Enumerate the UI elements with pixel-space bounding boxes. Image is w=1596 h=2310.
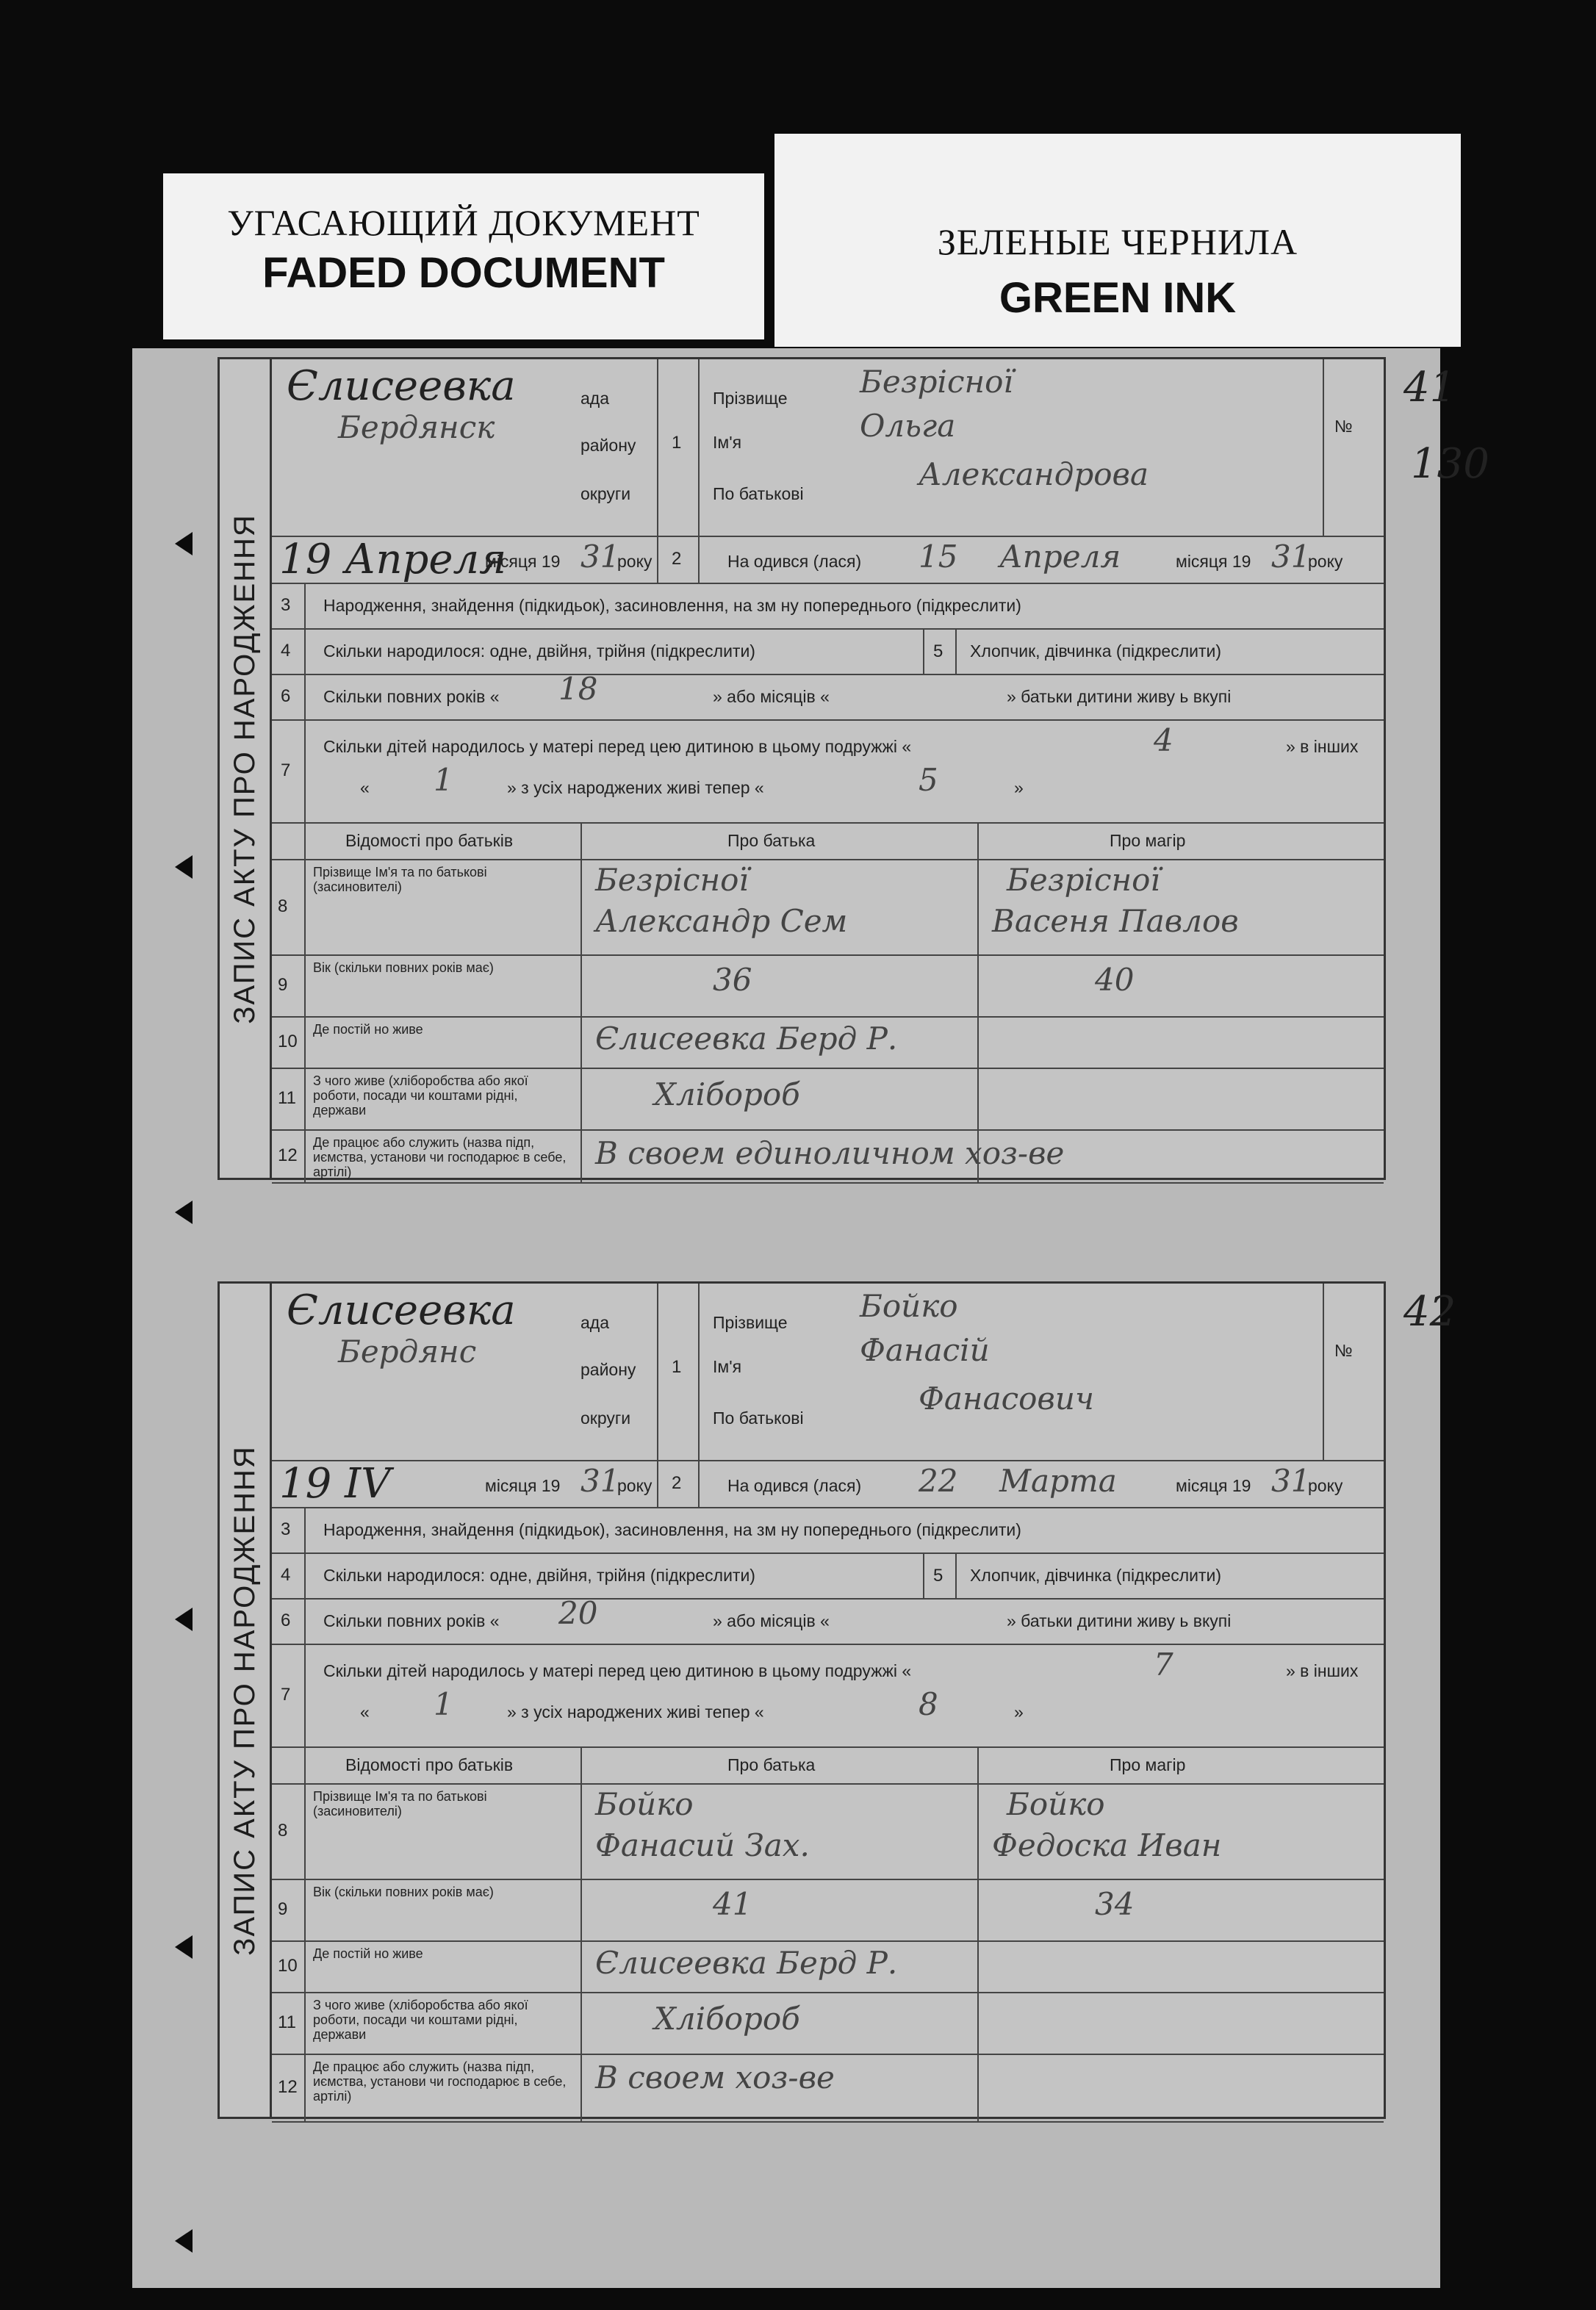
parent-row-label: Вік (скільки повних років має): [313, 1885, 494, 1899]
okrugy-label: округи: [580, 1408, 631, 1428]
faded-label-ru: УГАСАЮЩИЙ ДОКУМЕНТ: [227, 202, 700, 243]
field-number: 6: [281, 686, 291, 706]
number-sign: №: [1334, 417, 1353, 436]
village-value: Єлисеевка: [287, 362, 516, 410]
field-number: 11: [278, 1088, 296, 1108]
field-number: 7: [281, 760, 291, 780]
punch-hole: [175, 2229, 193, 2253]
field-number: 10: [278, 1032, 298, 1051]
registration-date: 19 Апреля: [279, 536, 507, 583]
birth-day: 22: [919, 1463, 958, 1499]
mother-header: Про магір: [1110, 1755, 1186, 1774]
patronymic-label: По батькові: [713, 1408, 804, 1428]
divider: [698, 359, 700, 583]
mother-name: Федоска Иван: [992, 1827, 1222, 1863]
field-number: 10: [278, 1956, 298, 1976]
parent-row-label: Де постій но живе: [313, 1022, 423, 1037]
field-number: 1: [672, 433, 682, 453]
children-before: 4: [1154, 722, 1173, 758]
parent-row-label: Де постій но живе: [313, 1946, 423, 1961]
field-number: 6: [281, 1611, 291, 1630]
parent-row-label: З чого живе (хліборобства або якої роботи, посади чи коштами рідні, держави: [313, 1073, 528, 1118]
patronymic-label: По батькові: [713, 484, 804, 503]
parents-header: Відомості про батьків: [345, 831, 514, 850]
mother-surname: Безрісної: [1007, 862, 1160, 898]
row7-d: » з усіх народжених живі тепер «: [507, 1702, 764, 1721]
children-alive: 5: [919, 762, 938, 798]
children-before: 7: [1154, 1647, 1173, 1683]
okrugy-label: округи: [580, 484, 631, 503]
row3-text: Народження, знайдення (підкидьок), засиновлення, на зм ну попереднього (підкреслити): [323, 596, 1021, 615]
green-ink-label: [774, 134, 1461, 347]
parent-row-label: Де працює або служить (назва підп, иємства, установи чи господарює в себе, артілі): [313, 1135, 567, 1179]
faded-document-label: [163, 173, 764, 339]
row6-c: » батьки дитини живу ь вкупі: [1007, 687, 1232, 706]
rayonu-label: району: [580, 436, 636, 455]
row7-e: »: [1014, 1702, 1024, 1721]
field-number: 12: [278, 2077, 298, 2097]
row7-d: » з усіх народжених живі тепер «: [507, 778, 764, 797]
district-value: Бердянск: [338, 409, 495, 445]
birth-day: 15: [919, 539, 958, 575]
field-number: 4: [281, 641, 291, 661]
field-number: 5: [933, 1566, 943, 1586]
name-value: Ольга: [860, 408, 956, 444]
birth-record-2: [218, 1281, 1456, 2119]
surname-value: Безрісної: [860, 364, 1013, 400]
register-page: [132, 348, 1489, 2288]
years-together: 18: [558, 671, 598, 707]
birth-month-label: місяця 19: [1176, 1476, 1251, 1495]
record-number: 41: [1403, 364, 1456, 411]
faded-label-en: FADED DOCUMENT: [262, 249, 665, 297]
row6-b: » або місяців «: [713, 1611, 830, 1630]
field-number: 3: [281, 595, 291, 615]
birth-year: 31: [1271, 539, 1311, 575]
residence-value: Єлисеевка Берд Р.: [595, 1945, 898, 1981]
born-label: На одився (лася): [727, 552, 862, 571]
punch-hole: [175, 1608, 193, 1631]
month-label: місяця 19: [485, 552, 561, 571]
rayonu-label: району: [580, 1360, 636, 1379]
birth-month: Апреля: [999, 539, 1121, 575]
punch-hole: [175, 1201, 193, 1224]
born-label: На одився (лася): [727, 1476, 862, 1495]
surname-label: Прізвище: [713, 389, 788, 408]
punch-hole: [175, 1935, 193, 1959]
record-number-stamp: 130: [1411, 440, 1489, 488]
record-number: 42: [1403, 1288, 1456, 1336]
divider: [698, 1284, 700, 1507]
father-name: Фанасий Зах.: [595, 1827, 810, 1863]
divider: [923, 628, 924, 674]
field-number: 5: [933, 641, 943, 661]
divider: [1323, 359, 1324, 536]
field-number: 7: [281, 1685, 291, 1705]
row7-e: »: [1014, 778, 1024, 797]
registration-year: 31: [580, 1463, 620, 1499]
mother-age: 34: [1095, 1886, 1135, 1922]
row6-c: » батьки дитини живу ь вкупі: [1007, 1611, 1232, 1630]
birth-year-label: року: [1308, 552, 1343, 571]
form-grid: [272, 1281, 1456, 2119]
row7-c: «: [360, 1702, 370, 1721]
children-other: 1: [434, 1686, 453, 1722]
mother-surname: Бойко: [1007, 1786, 1105, 1822]
row3-text: Народження, знайдення (підкидьок), засиновлення, на зм ну попереднього (підкреслити): [323, 1520, 1021, 1539]
year-label: року: [617, 1476, 653, 1495]
children-other: 1: [434, 762, 453, 798]
vertical-title: [218, 1281, 272, 2119]
mother-age: 40: [1095, 962, 1135, 998]
birth-month-label: місяця 19: [1176, 552, 1251, 571]
rada-label: ада: [580, 1313, 610, 1332]
field-number: 12: [278, 1145, 298, 1165]
parent-row-label: Прізвище Ім'я та по батькові (засиновителі): [313, 1789, 487, 1818]
parent-row-label: З чого живе (хліборобства або якої роботи, посади чи коштами рідні, держави: [313, 1998, 528, 2042]
children-alive: 8: [919, 1686, 938, 1722]
name-label: Ім'я: [713, 433, 742, 452]
row4-text: Скільки народилося: одне, двійня, трійня (підкреслити): [323, 641, 755, 661]
village-value: Єлисеевка: [287, 1287, 516, 1334]
row7-c: «: [360, 778, 370, 797]
father-header: Про батька: [727, 831, 816, 850]
occupation-value: Хлібороб: [654, 1076, 800, 1112]
field-number: 11: [278, 2012, 296, 2032]
row7-a: Скільки дітей народилось у матері перед цею дитиною в цьому подружжі «: [323, 1661, 912, 1680]
registration-year: 31: [580, 539, 620, 575]
patronymic-value: Фанасович: [919, 1381, 1095, 1417]
field-number: 8: [278, 1821, 288, 1841]
patronymic-value: Александрова: [919, 456, 1149, 492]
field-number: 2: [672, 1473, 682, 1493]
divider: [657, 1284, 658, 1507]
row7-b: » в інших: [1286, 1661, 1359, 1680]
divider: [657, 359, 658, 583]
father-age: 36: [713, 962, 752, 998]
name-label: Ім'я: [713, 1357, 742, 1376]
field-number: 2: [672, 549, 682, 569]
field-number: 9: [278, 975, 288, 995]
row6-a: Скільки повних років «: [323, 1611, 500, 1630]
district-value: Бердянс: [338, 1334, 477, 1370]
field-number: 9: [278, 1899, 288, 1919]
punch-hole: [175, 532, 193, 555]
workplace-value: В своем единоличном хоз-ве: [595, 1135, 1065, 1171]
row7-b: » в інших: [1286, 737, 1359, 756]
row7-a: Скільки дітей народилось у матері перед цею дитиною в цьому подружжі «: [323, 737, 912, 756]
father-surname: Безрісної: [595, 862, 749, 898]
year-label: року: [617, 552, 653, 571]
father-name: Александр Сем: [595, 903, 848, 939]
parents-header: Відомості про батьків: [345, 1755, 514, 1774]
birth-year-label: року: [1308, 1476, 1343, 1495]
name-value: Фанасій: [860, 1332, 990, 1368]
field-number: 4: [281, 1565, 291, 1585]
row5-text: Хлопчик, дівчинка (підкреслити): [970, 641, 1222, 661]
surname-label: Прізвище: [713, 1313, 788, 1332]
surname-value: Бойко: [860, 1288, 958, 1324]
parent-row-label: Де працює або служить (назва підп, иємства, установи чи господарює в себе, артілі): [313, 2059, 567, 2104]
parent-row-label: Вік (скільки повних років має): [313, 960, 494, 975]
row5-text: Хлопчик, дівчинка (підкреслити): [970, 1566, 1222, 1585]
parent-row-label: Прізвище Ім'я та по батькові (засиновителі): [313, 865, 487, 894]
registration-date: 19 IV: [279, 1460, 391, 1508]
workplace-value: В своем хоз-ве: [595, 2059, 835, 2095]
vertical-title: [218, 357, 272, 1180]
green-ink-label-ru: ЗЕЛЕНЫЕ ЧЕРНИЛА: [937, 221, 1298, 262]
row4-text: Скільки народилося: одне, двійня, трійня (підкреслити): [323, 1566, 755, 1585]
father-surname: Бойко: [595, 1786, 694, 1822]
divider: [955, 1552, 957, 1598]
residence-value: Єлисеевка Берд Р.: [595, 1021, 898, 1057]
occupation-value: Хлібороб: [654, 2001, 800, 2037]
vertical-title-text: ЗАПИС АКТУ ПРО НАРОДЖЕННЯ: [228, 1444, 261, 1956]
birth-month: Марта: [999, 1463, 1117, 1499]
birth-year: 31: [1271, 1463, 1311, 1499]
birth-record-1: [218, 357, 1489, 1180]
divider: [1323, 1284, 1324, 1460]
field-number: 8: [278, 896, 288, 916]
field-number: 1: [672, 1357, 682, 1377]
divider: [923, 1552, 924, 1598]
divider: [955, 628, 957, 674]
punch-hole: [175, 855, 193, 879]
father-age: 41: [713, 1886, 752, 1922]
form-grid: [272, 357, 1489, 1180]
row6-a: Скільки повних років «: [323, 687, 500, 706]
row6-b: » або місяців «: [713, 687, 830, 706]
father-header: Про батька: [727, 1755, 816, 1774]
mother-name: Васеня Павлов: [992, 903, 1239, 939]
green-ink-label-en: GREEN INK: [999, 274, 1237, 322]
month-label: місяця 19: [485, 1476, 561, 1495]
years-together: 20: [558, 1595, 598, 1631]
field-number: 3: [281, 1519, 291, 1539]
mother-header: Про магір: [1110, 831, 1186, 850]
vertical-title-text: ЗАПИС АКТУ ПРО НАРОДЖЕННЯ: [228, 513, 261, 1024]
number-sign: №: [1334, 1341, 1353, 1360]
rada-label: ада: [580, 389, 610, 408]
